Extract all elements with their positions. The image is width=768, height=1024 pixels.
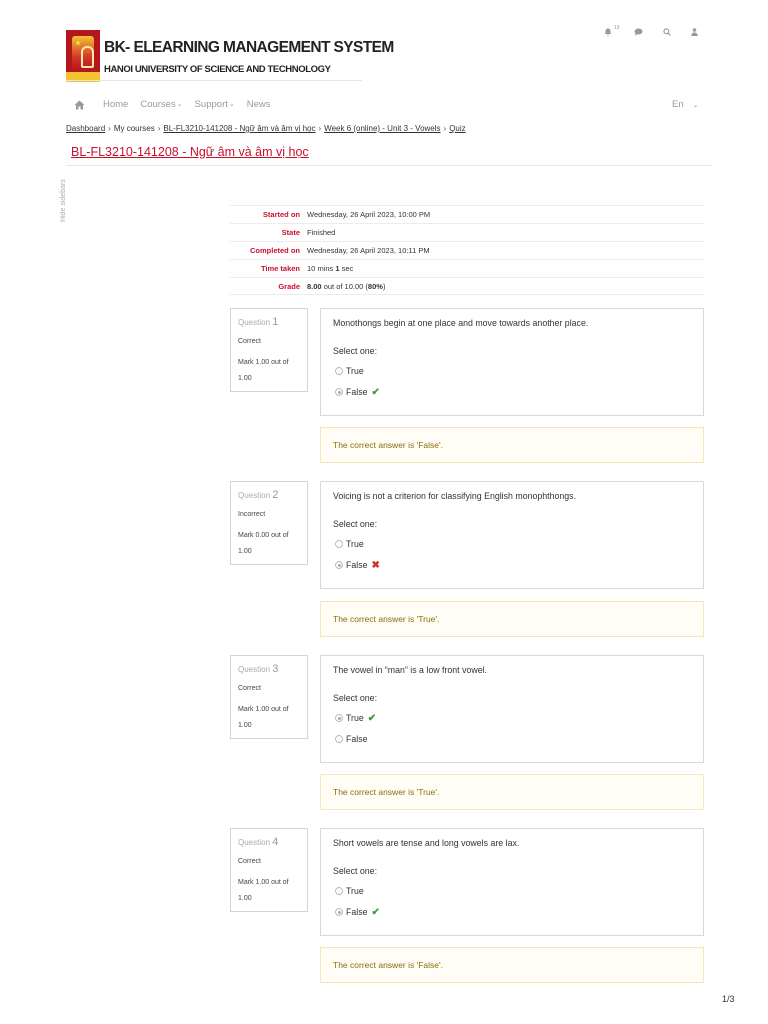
nav-home[interactable] xyxy=(103,99,128,110)
question-text: Voicing is not a criterion for classifying English monophthongs. xyxy=(333,491,577,501)
chevron-down-icon: ⌄ xyxy=(176,100,183,108)
university-logo[interactable] xyxy=(66,30,100,82)
answer-option[interactable] xyxy=(335,885,691,897)
question-content xyxy=(320,481,704,589)
logo-seal-icon xyxy=(72,36,94,70)
summary-label: Grade xyxy=(278,281,300,291)
summary-row-grade xyxy=(230,277,704,295)
radio-button[interactable] xyxy=(335,388,343,396)
chevron-down-icon: ⌄ xyxy=(692,101,699,109)
summary-label: Time taken xyxy=(260,264,300,273)
question-text: Monothongs begin at one place and move towards another place. xyxy=(333,318,589,328)
answer-option[interactable] xyxy=(335,365,691,377)
radio-button[interactable] xyxy=(335,367,343,375)
question-info xyxy=(230,655,308,739)
site-title: BK- ELEARNING MANAGEMENT SYSTEM xyxy=(104,39,394,56)
nav-news[interactable] xyxy=(247,99,271,110)
summary-label: State xyxy=(281,228,300,237)
notification-badge: 19 xyxy=(614,25,620,31)
attempt-summary xyxy=(230,205,704,295)
question-mark: Mark 1.00 out of 1.00 xyxy=(238,706,289,729)
nav-support-label: Support xyxy=(194,99,228,110)
question-info xyxy=(230,308,308,392)
question-content xyxy=(320,308,704,416)
question-content xyxy=(320,828,704,936)
question-number-value: 3 xyxy=(272,663,279,675)
question-info xyxy=(230,481,308,565)
answer-feedback xyxy=(320,601,704,637)
page-number: 1/3 xyxy=(722,994,735,1004)
feedback-text: The correct answer is 'False'. xyxy=(333,440,444,450)
question-status: Correct xyxy=(238,685,261,692)
main-nav xyxy=(74,99,283,110)
summary-value: Finished xyxy=(307,228,336,237)
hide-sidebars-toggle[interactable]: Hide sidebars xyxy=(60,179,67,222)
breadcrumb-my-courses: My courses xyxy=(113,124,155,133)
radio-button[interactable] xyxy=(335,735,343,743)
top-icons xyxy=(604,25,698,36)
answer-option[interactable] xyxy=(335,386,691,398)
time-mins: 10 xyxy=(307,264,316,273)
nav-news-label: News xyxy=(246,99,271,110)
question-number-value: 4 xyxy=(272,836,279,848)
question-number-label: Question xyxy=(238,665,271,674)
breadcrumb-week[interactable]: Week 6 (online) - Unit 3 - Vowels xyxy=(324,124,441,133)
summary-label: Started on xyxy=(262,210,300,219)
bell-icon[interactable] xyxy=(604,28,612,36)
user-icon[interactable] xyxy=(691,28,698,36)
select-one-label: Select one: xyxy=(333,866,378,876)
answer-option[interactable] xyxy=(335,559,691,571)
answer-option-label: False xyxy=(346,387,368,397)
question-status: Correct xyxy=(238,338,261,345)
feedback-text: The correct answer is 'True'. xyxy=(333,787,440,797)
answer-feedback xyxy=(320,947,704,983)
site-subtitle: HANOI UNIVERSITY OF SCIENCE AND TECHNOLOGY xyxy=(104,64,331,75)
answer-option-label: True xyxy=(346,886,364,896)
question-number-label: Question xyxy=(238,838,271,847)
summary-value: Wednesday, 26 April 2023, 10:11 PM xyxy=(307,246,430,255)
answer-option-label: True xyxy=(346,539,364,549)
breadcrumb-separator: › xyxy=(108,124,111,133)
grade-out-of: out of 10.00 xyxy=(323,281,364,291)
language-selector[interactable] xyxy=(672,99,699,110)
question-status: Incorrect xyxy=(238,511,266,518)
chevron-down-icon: ⌄ xyxy=(228,100,235,108)
answer-option-label: False xyxy=(346,560,368,570)
radio-button[interactable] xyxy=(335,561,343,569)
question-number-value: 1 xyxy=(272,316,279,328)
header-divider xyxy=(66,80,362,81)
answer-option-label: True xyxy=(346,713,364,723)
check-icon: ✔ xyxy=(371,386,380,398)
summary-row-time xyxy=(230,259,704,277)
radio-button[interactable] xyxy=(335,540,343,548)
home-icon[interactable] xyxy=(74,100,85,110)
nav-courses-label: Courses xyxy=(140,99,176,110)
summary-row-state xyxy=(230,223,704,241)
question-text: Short vowels are tense and long vowels are lax. xyxy=(333,838,520,848)
select-one-label: Select one: xyxy=(333,519,378,529)
select-one-label: Select one: xyxy=(333,346,378,356)
answer-option[interactable] xyxy=(335,906,691,918)
nav-home-label: Home xyxy=(103,99,129,110)
cross-icon: ✖ xyxy=(371,559,380,571)
question-status: Correct xyxy=(238,858,261,865)
select-one-label: Select one: xyxy=(333,693,378,703)
breadcrumb xyxy=(66,124,466,133)
breadcrumb-separator: › xyxy=(443,124,447,133)
answer-option[interactable] xyxy=(335,538,691,550)
question-number-label: Question xyxy=(238,491,271,500)
feedback-text: The correct answer is 'True'. xyxy=(333,614,440,624)
chat-icon[interactable] xyxy=(634,28,643,36)
radio-button[interactable] xyxy=(335,908,343,916)
grade-percent: 80% xyxy=(367,281,383,291)
time-secs: 1 xyxy=(335,264,340,273)
language-label: En xyxy=(672,99,684,110)
grade-score: 8.00 xyxy=(307,281,322,291)
answer-feedback xyxy=(320,774,704,810)
question-info xyxy=(230,828,308,912)
nav-support[interactable] xyxy=(195,99,235,110)
breadcrumb-quiz[interactable]: Quiz xyxy=(449,124,466,133)
question-number xyxy=(238,836,300,848)
summary-value: Wednesday, 26 April 2023, 10:00 PM xyxy=(307,210,431,219)
answer-option[interactable] xyxy=(335,733,691,745)
title-divider xyxy=(66,165,712,166)
search-icon[interactable] xyxy=(663,28,671,36)
answer-option[interactable] xyxy=(335,712,691,724)
question-mark: Mark 1.00 out of 1.00 xyxy=(238,359,289,382)
course-title[interactable]: BL-FL3210-141208 - Ngữ âm và âm vị học xyxy=(71,145,309,159)
answer-option-label: False xyxy=(346,734,368,744)
question-number xyxy=(238,663,300,675)
question-text: The vowel in “man” is a low front vowel. xyxy=(333,665,488,675)
question-content xyxy=(320,655,704,763)
nav-courses[interactable] xyxy=(140,99,182,110)
summary-row-completed xyxy=(230,241,704,259)
time-mins-unit: mins xyxy=(317,264,334,273)
radio-button[interactable] xyxy=(335,714,343,722)
question-number xyxy=(238,489,300,501)
radio-button[interactable] xyxy=(335,887,343,895)
feedback-text: The correct answer is 'False'. xyxy=(333,960,444,970)
check-icon: ✔ xyxy=(371,906,380,918)
summary-label: Completed on xyxy=(250,246,300,255)
time-secs-unit: sec xyxy=(341,264,354,273)
breadcrumb-course[interactable]: BL-FL3210-141208 - Ngữ âm và âm vị học xyxy=(163,124,316,133)
question-number-value: 2 xyxy=(272,489,279,501)
breadcrumb-separator: › xyxy=(318,124,322,133)
answer-option-label: False xyxy=(346,907,368,917)
breadcrumb-dashboard[interactable]: Dashboard xyxy=(66,124,106,133)
check-icon: ✔ xyxy=(367,712,377,724)
summary-row-started xyxy=(230,205,704,223)
summary-value xyxy=(307,264,353,273)
question-number xyxy=(238,316,300,328)
answer-option-label: True xyxy=(346,366,364,376)
question-mark: Mark 0.00 out of 1.00 xyxy=(238,532,289,555)
breadcrumb-separator: › xyxy=(157,124,161,133)
answer-feedback xyxy=(320,427,704,463)
summary-value: 8.00 out of 10.00 (80%) xyxy=(307,281,386,291)
question-mark: Mark 1.00 out of 1.00 xyxy=(238,879,289,902)
question-number-label: Question xyxy=(238,318,271,327)
